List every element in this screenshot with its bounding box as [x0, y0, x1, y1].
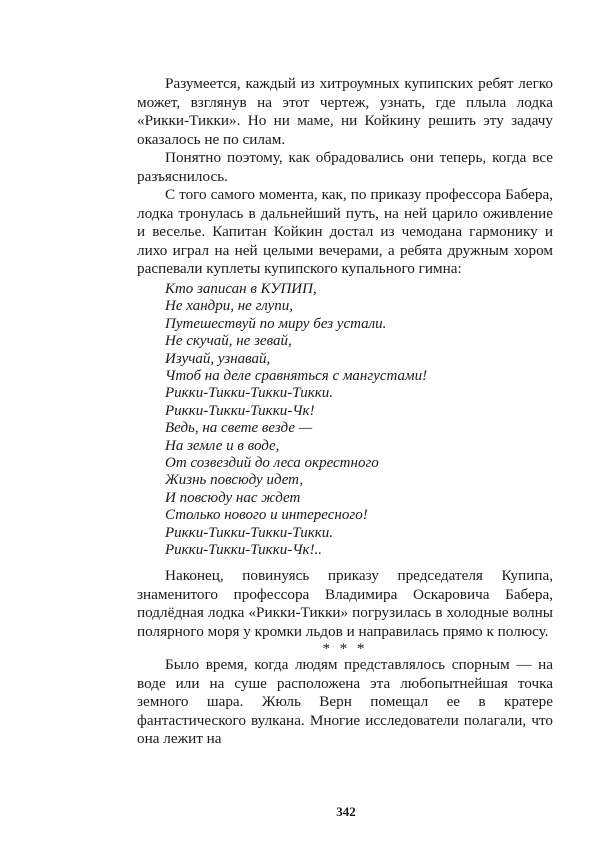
poem-line: Не скучай, не зевай, [165, 333, 292, 350]
poem-line: Не хандри, не глупи, [165, 298, 293, 315]
poem-line: Чтоб на деле сравняться с мангустами! [165, 368, 428, 385]
section-separator: * * * [322, 641, 368, 657]
page-number: 342 [336, 804, 356, 819]
middle-text-block [137, 567, 553, 641]
anthem-poem [165, 281, 545, 560]
poem-line: Столько нового и интересного! [165, 507, 368, 524]
poem-line: Рикки-Тикки-Тикки-Тикки. [165, 385, 333, 402]
paragraph-5: Было время, когда людям представлялось спорным — на воде или на суше расположена эта любопытнейшая точка земного шара. Жюль Верн помещал ее в кратере фантастического вулкана. Многие исследователи полагали, что она лежит на [137, 656, 553, 747]
poem-line: Кто записан в КУПИП, [165, 281, 317, 297]
paragraph-2: Понятно поэтому, как обрадовались они теперь, когда все разъяснилось. [137, 149, 553, 185]
poem-line: От созвездий до леса окрестного [165, 455, 379, 472]
poem-line: На земле и в воде, [165, 437, 280, 454]
bottom-text-block [137, 656, 553, 749]
poem-line: Рикки-Тикки-Тикки-Тикки. [165, 524, 333, 541]
poem-line: Рикки-Тикки-Тикки-Чк! [165, 402, 315, 419]
paragraph-1: Разумеется, каждый из хитроумных купипских ребят легко может, взглянув на этот чертеж, узнать, где плыла лодка «Рикки-Тикки». Но ни маме, ни Койкину решить эту задачу оказалось не по силам. [137, 75, 553, 148]
poem-line: Ведь, на свете везде — [165, 420, 313, 437]
paragraph-3: С того самого момента, как, по приказу профессора Бабера, лодка тронулась в дальнейший путь, на ней царило оживление и веселье. Капитан Койкин достал из чемодана гармонику и лихо играл на ней целыми вечерами, а ребята дружным хором распевали куплеты купипского купального гимна: [137, 186, 553, 277]
poem-line: Изучай, узнавай, [165, 350, 271, 367]
poem-line: Жизнь повсюду идет, [165, 472, 304, 489]
poem-line: Путешествуй по миру без устали. [165, 315, 387, 332]
poem-line: Рикки-Тикки-Тикки-Чк!.. [165, 542, 323, 559]
paragraph-4: Наконец, повинуясь приказу председателя Купипа, знаменитого профессора Владимира Оскаровича Бабера, подлёдная лодка «Рикки-Тикки» погрузилась в холодные волны полярного моря у кромки льдов и направилась прямо к полюсу. [137, 567, 553, 640]
top-text-block [137, 75, 553, 279]
poem-line: И повсюду нас ждет [165, 489, 301, 506]
